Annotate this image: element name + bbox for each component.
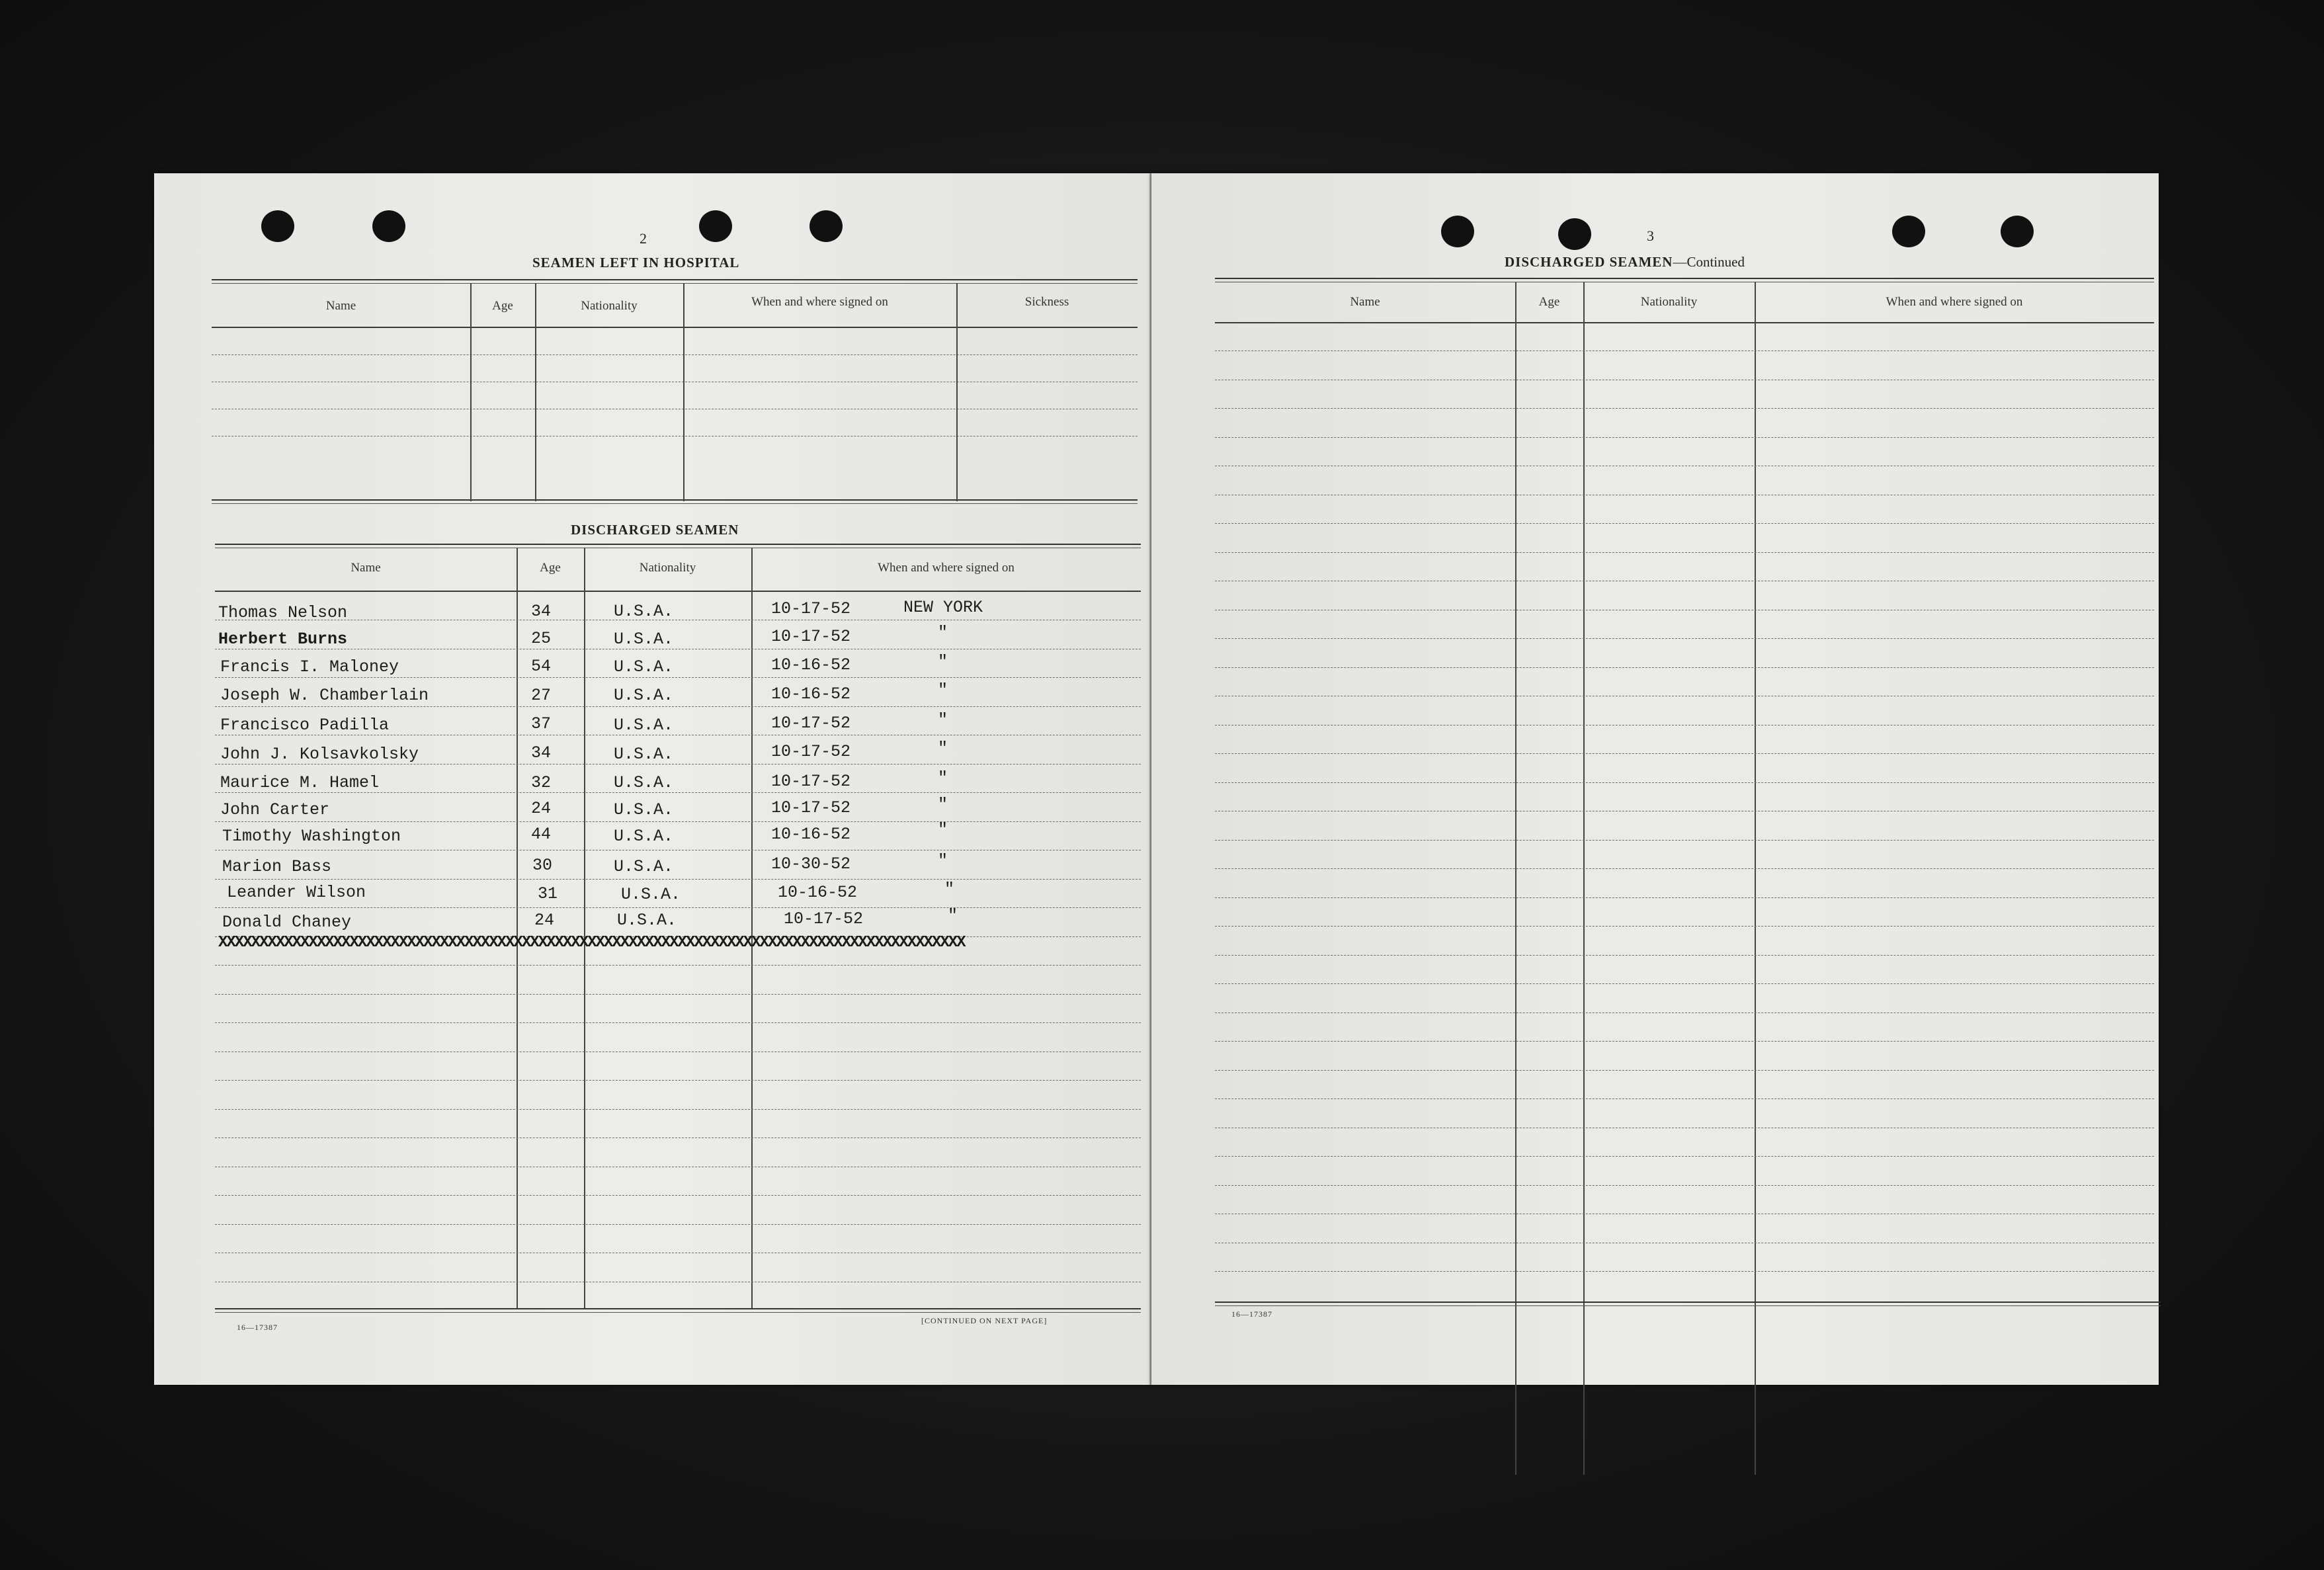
row-rule [215, 994, 1141, 995]
seaman-name: Leander Wilson [227, 883, 366, 902]
signed-on-place: " [938, 851, 948, 870]
signed-on-place: " [938, 652, 948, 671]
signed-on-date: 10-17-52 [784, 909, 864, 929]
row-rule [1215, 926, 2154, 927]
left-page [154, 173, 1151, 1385]
table-rule [215, 591, 1141, 592]
signed-on-date: 10-17-52 [771, 627, 851, 646]
row-rule [215, 1137, 1141, 1138]
punch-hole [372, 210, 405, 242]
seaman-nationality: U.S.A. [614, 657, 674, 677]
page-number: 2 [640, 230, 647, 247]
page-title: DISCHARGED SEAMEN—Continued [1505, 254, 1745, 270]
seaman-age: 34 [531, 602, 552, 621]
table-rule [212, 327, 1138, 328]
signed-on-place: " [938, 820, 948, 839]
row-rule [215, 1109, 1141, 1110]
signed-on-place: " [938, 739, 948, 758]
table-rule [215, 1308, 1141, 1313]
row-rule [1215, 868, 2154, 869]
column-divider [1755, 282, 1756, 1475]
column-header-name: Name [1350, 295, 1380, 309]
seaman-age: 32 [531, 773, 552, 792]
column-header-signed-on: When and where signed on [1886, 295, 2023, 309]
seaman-nationality: U.S.A. [614, 773, 674, 792]
continued-note: [CONTINUED ON NEXT PAGE] [921, 1316, 1048, 1325]
column-divider [1515, 282, 1516, 1475]
signed-on-date: 10-17-52 [771, 742, 851, 761]
signed-on-date: 10-17-52 [771, 798, 851, 817]
table-rule [1215, 278, 2154, 282]
seaman-name: Francisco Padilla [220, 716, 390, 735]
signed-on-place: " [944, 880, 955, 899]
row-rule [1215, 1098, 2154, 1099]
page-number: 3 [1647, 227, 1654, 244]
signed-on-date: 10-16-52 [771, 655, 851, 675]
row-rule [1215, 782, 2154, 783]
column-header-name: Name [351, 561, 381, 575]
signed-on-date: 10-16-52 [771, 684, 851, 704]
column-header-nationality: Nationality [581, 299, 638, 313]
table-rule [1215, 322, 2154, 323]
row-rule [1215, 1271, 2154, 1272]
signed-on-place: " [938, 795, 948, 814]
row-rule [1215, 667, 2154, 668]
seaman-name: Herbert Burns [218, 630, 348, 649]
column-divider [517, 548, 518, 1308]
seaman-age: 27 [531, 686, 552, 705]
signed-on-place: " [938, 623, 948, 642]
column-header-age: Age [540, 561, 561, 575]
seaman-name: John J. Kolsavkolsky [220, 745, 419, 764]
column-header-name: Name [325, 299, 356, 313]
seaman-name: Maurice M. Hamel [220, 773, 380, 792]
row-rule [1215, 897, 2154, 898]
punch-hole [2001, 216, 2034, 247]
row-rule [215, 1022, 1141, 1023]
table-rule [212, 279, 1138, 284]
signed-on-place: " [938, 710, 948, 729]
discharged-section-title: DISCHARGED SEAMEN [571, 522, 739, 538]
seaman-nationality: U.S.A. [617, 911, 677, 930]
seaman-age: 25 [531, 629, 552, 648]
row-rule [1215, 437, 2154, 438]
row-rule [1215, 523, 2154, 524]
seaman-nationality: U.S.A. [614, 716, 674, 735]
seaman-age: 24 [534, 911, 555, 930]
row-rule [1215, 983, 2154, 984]
seaman-age: 30 [532, 856, 553, 875]
seaman-nationality: U.S.A. [614, 630, 674, 649]
column-divider [584, 548, 585, 1308]
row-rule [215, 706, 1141, 707]
column-divider [751, 548, 753, 1308]
column-header-nationality: Nationality [1640, 295, 1698, 309]
column-divider [470, 283, 472, 501]
column-divider [535, 283, 536, 501]
row-rule [1215, 1070, 2154, 1071]
punch-hole [699, 210, 732, 242]
row-rule [215, 907, 1141, 908]
row-rule [1215, 638, 2154, 639]
row-rule [1215, 840, 2154, 841]
row-rule [215, 821, 1141, 822]
row-rule [1215, 1041, 2154, 1042]
row-rule [1215, 955, 2154, 956]
row-rule [1215, 408, 2154, 409]
column-header-age: Age [492, 299, 513, 313]
form-number: 16—17387 [237, 1323, 278, 1332]
row-rule [215, 965, 1141, 966]
seaman-nationality: U.S.A. [621, 885, 681, 904]
row-rule [215, 1080, 1141, 1081]
seaman-age: 31 [538, 884, 558, 903]
seaman-nationality: U.S.A. [614, 800, 674, 819]
signed-on-place: " [948, 906, 958, 925]
seaman-age: 54 [531, 657, 552, 676]
table-rule [1215, 1301, 2161, 1306]
column-divider [683, 283, 685, 501]
struck-out-row: XXXXXXXXXXXXXXXXXXXXXXXXXXXXXXXXXXXXXXXXXXXXXXXXXXXXXXXXXXXXXXXXXXXXXXXXXXXXXXXXXXXXXXXXXXX [218, 934, 965, 952]
seaman-name: Thomas Nelson [218, 603, 348, 622]
row-rule [215, 792, 1141, 793]
signed-on-date: 10-30-52 [771, 854, 851, 874]
column-header-age: Age [1538, 295, 1560, 309]
signed-on-date: 10-16-52 [771, 825, 851, 844]
seaman-name: Marion Bass [222, 857, 332, 876]
row-rule [215, 879, 1141, 880]
column-divider [1583, 282, 1585, 1475]
table-rule [212, 354, 1138, 355]
seaman-name: Timothy Washington [222, 827, 401, 846]
signed-on-date: 10-16-52 [778, 883, 858, 902]
column-header-signed-on: When and where signed on [878, 561, 1015, 575]
signed-on-date: 10-17-52 [771, 772, 851, 791]
column-header-signed-on: When and where signed on [751, 295, 888, 309]
signed-on-place: " [938, 681, 948, 700]
signed-on-date: 10-17-52 [771, 599, 851, 618]
row-rule [1215, 552, 2154, 553]
column-header-sickness: Sickness [1024, 295, 1069, 309]
row-rule [215, 1224, 1141, 1225]
seaman-name: Joseph W. Chamberlain [220, 686, 429, 705]
signed-on-place: NEW YORK [903, 598, 983, 617]
row-rule [215, 677, 1141, 678]
row-rule [1215, 1156, 2154, 1157]
seaman-age: 34 [531, 743, 552, 763]
row-rule [215, 1195, 1141, 1196]
hospital-section-title: SEAMEN LEFT IN HOSPITAL [532, 255, 740, 270]
seaman-name: Francis I. Maloney [220, 657, 399, 677]
right-page [1151, 173, 2159, 1385]
signed-on-date: 10-17-52 [771, 714, 851, 733]
signed-on-place: " [938, 768, 948, 788]
seaman-nationality: U.S.A. [614, 745, 674, 764]
punch-hole [261, 210, 294, 242]
seaman-nationality: U.S.A. [614, 602, 674, 621]
seaman-nationality: U.S.A. [614, 686, 674, 705]
seaman-nationality: U.S.A. [614, 827, 674, 846]
seaman-nationality: U.S.A. [614, 857, 674, 876]
seaman-name: Donald Chaney [222, 913, 352, 932]
table-rule [212, 499, 1138, 504]
punch-hole [1558, 218, 1591, 250]
column-divider [956, 283, 958, 501]
punch-hole [1441, 216, 1474, 247]
seaman-age: 37 [531, 714, 552, 733]
seaman-age: 24 [531, 799, 552, 818]
punch-hole [809, 210, 843, 242]
punch-hole [1892, 216, 1925, 247]
seaman-age: 44 [531, 825, 552, 844]
row-rule [1215, 753, 2154, 754]
seaman-name: John Carter [220, 800, 330, 819]
form-number: 16—17387 [1231, 1309, 1272, 1319]
column-header-nationality: Nationality [639, 561, 696, 575]
row-rule [1215, 1185, 2154, 1186]
table-rule [215, 544, 1141, 548]
row-rule [1215, 1012, 2154, 1013]
